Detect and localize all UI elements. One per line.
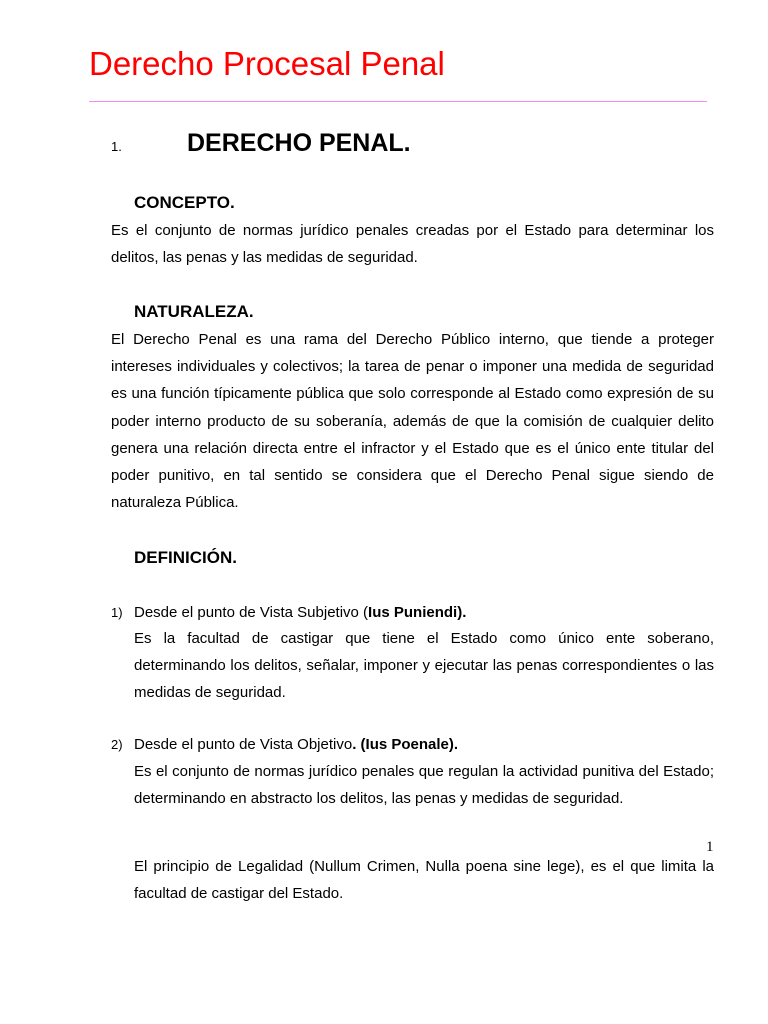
definition-item-1-term: Ius Puniendi). (368, 604, 467, 621)
concepto-heading: CONCEPTO. (134, 193, 235, 212)
definition-item-1-lead: Desde el punto de Vista Subjetivo ( (134, 604, 369, 621)
definition-item-2-term: . (Ius Poenale). (352, 736, 459, 753)
page-number: 1 (706, 839, 714, 855)
page-title: Derecho Procesal Penal (89, 45, 445, 82)
naturaleza-paragraph: El Derecho Penal es una rama del Derecho Público interno, que tiende a proteger intereses individuales y colectivos; la tarea de penar o imponer una medida de seguridad es una función típicamente pública que solo corresponde al Estado como expresión de su poder interno producto de su soberanía, además de que la comisión de cualquier delito genera una relación directa entre el infractor y el Estado que es el único ente titular del poder punitivo, en tal sentido se considera que el Derecho Penal sigue siendo de naturaleza Pública. (111, 331, 714, 512)
list-marker-1: 1) (111, 605, 123, 620)
chapter-number: 1. (111, 139, 122, 154)
naturaleza-heading: NATURALEZA. (134, 302, 254, 321)
definicion-heading: DEFINICIÓN. (134, 548, 237, 567)
definition-item-2-text: Es el conjunto de normas jurídico penales que regulan la actividad punitiva del Estado; determinando en abstracto los delitos, las penas y medidas de seguridad. (134, 763, 714, 808)
legalidad-paragraph: El principio de Legalidad (Nullum Crimen, Nulla poena sine lege), es el que limita la facultad de castigar del Estado. (134, 858, 714, 903)
chapter-title: DERECHO PENAL. (187, 129, 411, 157)
definition-item-1-heading (134, 599, 466, 626)
definition-item-1-text: Es la facultad de castigar que tiene el Estado como único ente soberano, determinando los delitos, señalar, imponer y ejecutar las penas correspondientes o las medidas de seguridad. (134, 630, 714, 702)
list-marker-2: 2) (111, 737, 123, 752)
definition-item-2-heading (134, 731, 458, 758)
definition-item-2-lead: Desde el punto de Vista Objetivo (134, 736, 353, 753)
title-divider (89, 101, 707, 102)
concepto-paragraph: Es el conjunto de normas jurídico penales creadas por el Estado para determinar los delitos, las penas y las medidas de seguridad. (111, 222, 714, 267)
